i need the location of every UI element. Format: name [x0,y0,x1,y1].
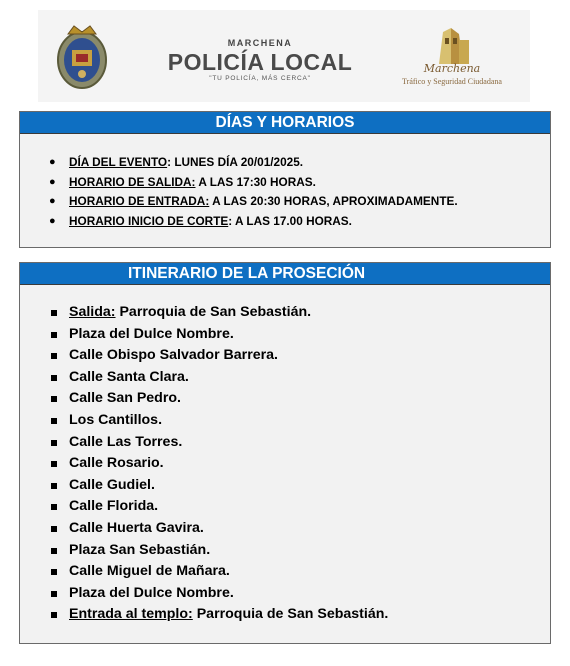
list-item [20,583,550,605]
stop-name: Calle Rosario. [69,455,164,472]
stop-name: Calle Obispo Salvador Barrera. [69,347,278,364]
bullet-icon [51,526,57,532]
list-item [20,153,550,173]
list-item [20,324,550,346]
bullet-icon: ● [49,156,56,168]
traffic-security-logo [378,18,526,100]
bullet-icon [51,310,57,316]
item-value: : A LAS 17.00 HORAS. [228,213,352,228]
police-slogan: "TU POLICÍA, MÁS CERCA" [209,75,311,82]
list-item [20,518,550,540]
item-value: A LAS 17:30 HORAS. [195,174,316,189]
marchena-coat-of-arms-icon [54,22,110,92]
police-logo-title: POLICÍA LOCAL [167,49,353,75]
bullet-icon: ● [49,175,56,188]
list-item [20,192,550,212]
list-item [20,604,550,626]
item-label: Entrada al templo: [69,606,193,623]
list-item [20,345,550,367]
itinerary-list [20,302,550,626]
stop-name: Calle Las Torres. [69,433,183,450]
list-item [20,432,550,454]
bullet-icon: ● [49,214,56,227]
stop-name: Plaza San Sebastián. [69,541,211,558]
bullet-icon: ● [49,195,56,207]
stop-name: Calle Miguel de Mañara. [69,563,230,580]
traffic-logo-subtitle: Tráfico y Seguridad Ciudadana [402,77,502,86]
schedule-list [20,153,550,231]
bullet-icon [51,418,57,424]
stop-name: Plaza del Dulce Nombre. [69,584,234,601]
item-value: Parroquia de San Sebastián. [115,304,312,320]
stop-name: Calle Santa Clara. [69,368,189,385]
item-value: Parroquia de San Sebastián. [192,606,389,623]
list-item [20,453,550,475]
bullet-icon [51,461,57,467]
item-label: DÍA DEL EVENTO [69,155,168,169]
bullet-icon [51,353,57,359]
itinerary-title: ITINERARIO DE LA PROSECIÓN [20,263,550,285]
policia-local-logo [160,20,360,96]
list-item [20,561,550,583]
list-item [20,388,550,410]
schedule-box [19,111,551,248]
stop-name: Calle Florida. [69,498,159,515]
bullet-icon [51,375,57,381]
police-town-name: MARCHENA [227,38,293,48]
itinerary-box [19,262,551,644]
stop-name: Los Cantillos. [69,411,163,428]
list-item [20,302,550,324]
list-item [20,410,550,432]
marchena-tower-logo-icon [429,24,475,66]
item-label: Salida: [69,304,116,320]
list-item [20,540,550,562]
bullet-icon [51,591,57,597]
stop-name: Calle San Pedro. [69,390,181,407]
list-item [20,173,550,193]
stop-name: Plaza del Dulce Nombre. [69,325,234,342]
bullet-icon [51,332,57,338]
item-label: HORARIO INICIO DE CORTE [69,213,229,228]
list-item [20,212,550,232]
bullet-icon [51,569,57,575]
traffic-logo-name: Marchena [423,62,481,75]
item-label: HORARIO DE ENTRADA: [69,194,210,208]
bullet-icon [51,483,57,489]
stop-name: Calle Gudiel. [69,476,155,493]
schedule-title: DÍAS Y HORARIOS [20,112,550,134]
list-item [20,367,550,389]
item-value: A LAS 20:30 HORAS, APROXIMADAMENTE. [209,194,458,208]
list-item [20,475,550,497]
bullet-icon [51,504,57,510]
item-value: : LUNES DÍA 20/01/2025. [167,155,304,169]
bullet-icon [51,440,57,446]
item-label: HORARIO DE SALIDA: [69,174,196,189]
stop-name: Calle Huerta Gavira. [69,519,204,536]
header-banner [38,10,530,102]
bullet-icon [51,612,57,618]
bullet-icon [51,396,57,402]
bullet-icon [51,548,57,554]
list-item [20,496,550,518]
